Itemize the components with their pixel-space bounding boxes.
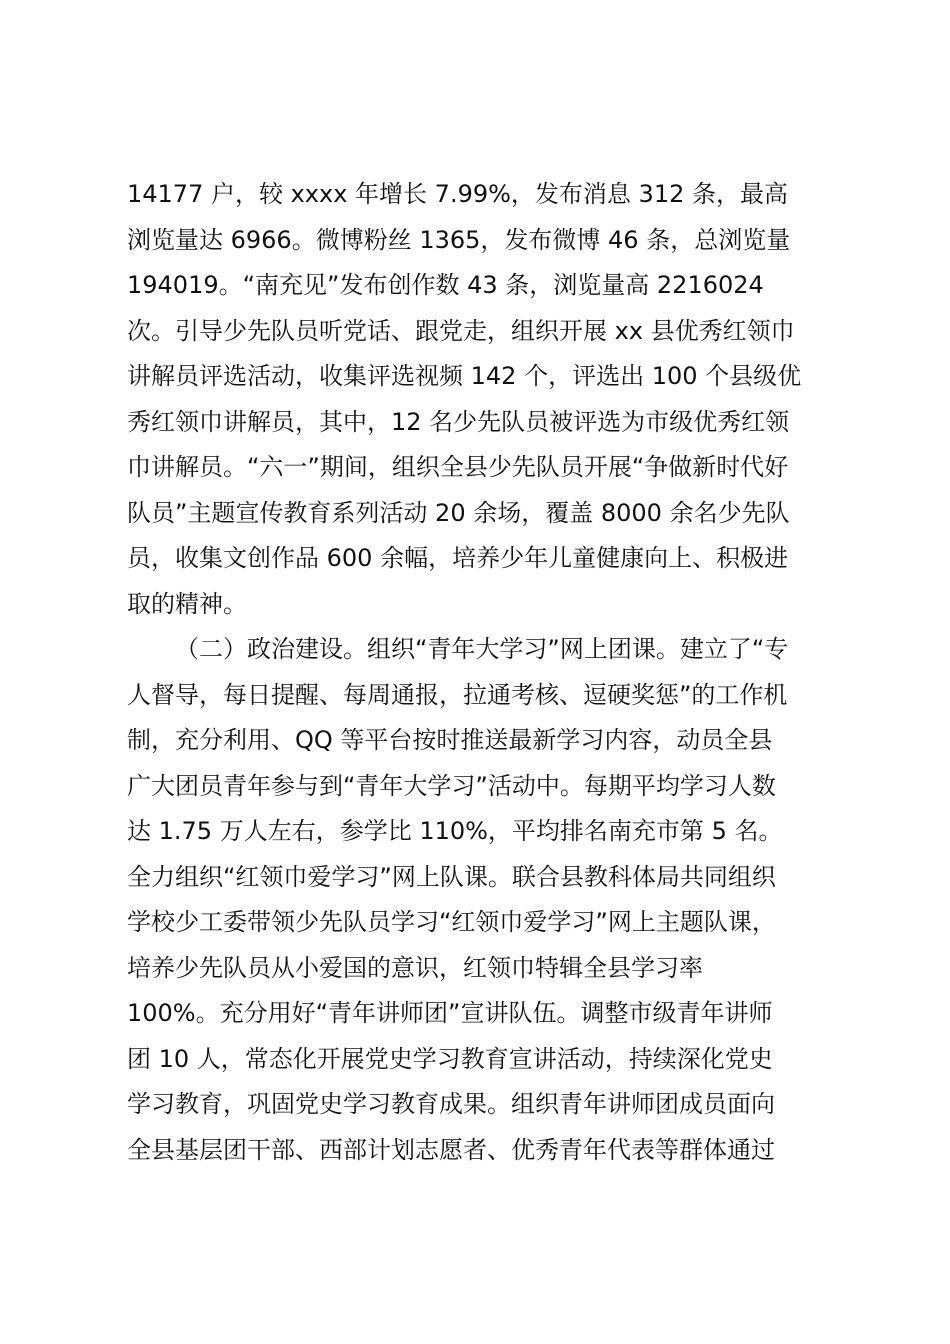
text-line: 秀红领巾讲解员，其中，12 名少先队员被评选为市级优秀红领 xyxy=(127,407,790,436)
text-line: 讲解员评选活动，收集评选视频 142 个，评选出 100 个县级优 xyxy=(127,362,802,390)
text-line: 团 10 人，常态化开展党史学习教育宣讲活动，持续深化党史 xyxy=(127,1044,773,1073)
text-line: 次。引导少先队员听党话、跟党走，组织开展 xx 县优秀红领巾 xyxy=(127,316,795,345)
text-line: 培养少先队员从小爱国的意识，红领巾特辑全县学习率 xyxy=(127,953,703,982)
section-heading-line: （二）政治建设。组织“青年大学习”网上团课。建立了“专 xyxy=(175,635,789,663)
text-line: 学校少工委带领少先队员学习“红领巾爱学习”网上主题队课， xyxy=(127,908,776,936)
text-line: 人督导，每日提醒、每周通报，拉通考核、逗硬奖惩”的工作机 xyxy=(127,680,788,709)
text-line: 达 1.75 万人左右，参学比 110%，平均排名南充市第 5 名。 xyxy=(127,817,783,845)
text-line: 学习教育，巩固党史学习教育成果。组织青年讲师团成员面向 xyxy=(127,1090,775,1118)
text-line: 100%。充分用好“青年讲师团”宣讲队伍。调整市级青年讲师 xyxy=(127,999,773,1027)
text-line: 队员”主题宣传教育系列活动 20 余场，覆盖 8000 余名少先队 xyxy=(127,498,790,527)
text-line: 14177 户，较 xxxx 年增长 7.99%，发布消息 312 条，最高 xyxy=(127,180,788,208)
text-line: 194019。“南充见”发布创作数 43 条，浏览量高 2216024 xyxy=(127,271,764,299)
text-line: 巾讲解员。“六一”期间，组织全县少先队员开展“争做新时代好 xyxy=(127,453,789,481)
text-line: 全力组织“红领巾爱学习”网上队课。联合县教科体局共同组织 xyxy=(127,862,776,891)
text-line: 制，充分利用、QQ 等平台按时推送最新学习内容，动员全县 xyxy=(127,726,773,754)
text-line: 广大团员青年参与到“青年大学习”活动中。每期平均学习人数 xyxy=(127,771,776,800)
text-line: 浏览量达 6966。微博粉丝 1365，发布微博 46 条，总浏览量 xyxy=(127,225,791,254)
text-line: 全县基层团干部、西部计划志愿者、优秀青年代表等群体通过 xyxy=(127,1135,775,1164)
text-line: 取的精神。 xyxy=(127,589,247,618)
text-line: 员，收集文创作品 600 余幅，培养少年儿童健康向上、积极进 xyxy=(127,544,789,572)
body-text xyxy=(127,172,847,1173)
